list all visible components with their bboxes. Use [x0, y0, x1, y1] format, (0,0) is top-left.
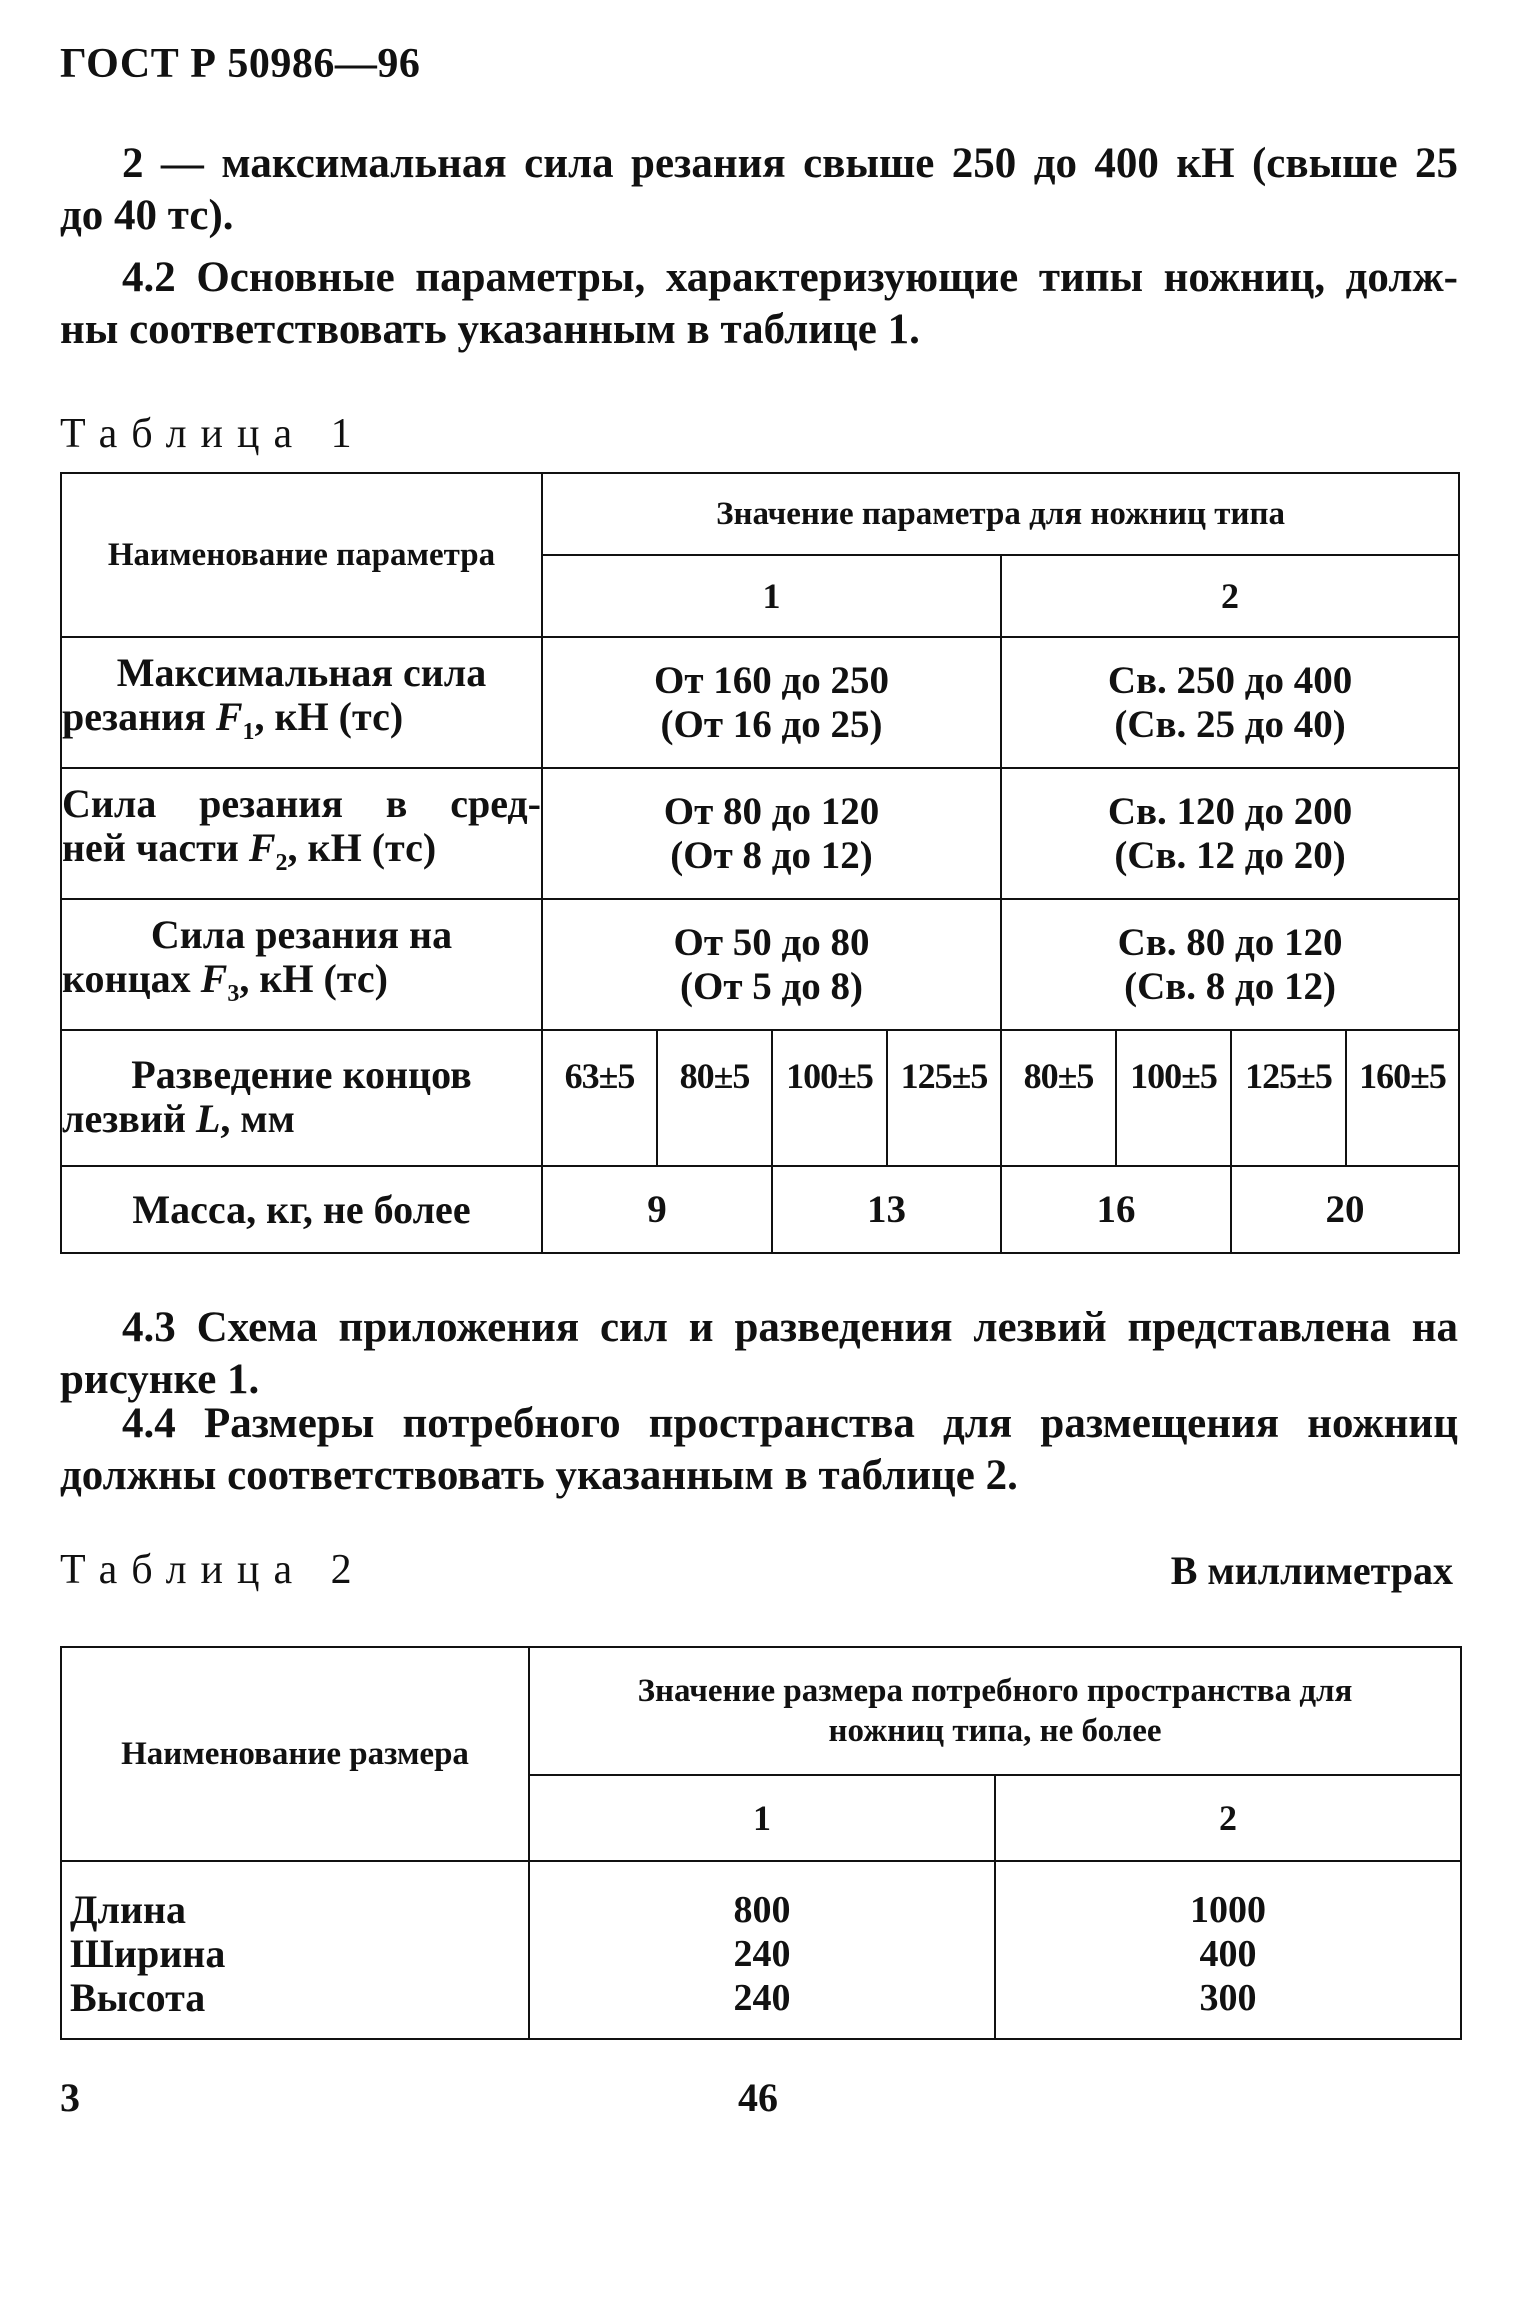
table2-caption: Таблица 2	[60, 1547, 366, 1593]
type2-value: Св. 80 до 120 (Св. 8 до 12)	[1001, 899, 1459, 1030]
spread-value: 80±5	[1001, 1030, 1116, 1166]
table1-row-mass	[61, 1166, 1459, 1253]
table1-row-end-force	[61, 899, 1459, 1030]
type1-dimensions: 800 240 240	[529, 1861, 995, 2039]
table1-type2-header: 2	[1001, 555, 1459, 637]
type1-value: От 50 до 80 (От 5 до 8)	[542, 899, 1001, 1030]
mass-value: 20	[1231, 1166, 1459, 1253]
row-name: Максимальная сила резания $F_1$, кН (тс)	[61, 637, 542, 768]
table2-value-header: Значение размера потребного пространства для ножниц типа, не более	[529, 1647, 1461, 1775]
type1-value: От 160 до 250 (От 16 до 25)	[542, 637, 1001, 768]
paragraph-4-4	[60, 1398, 1458, 1502]
p43-line-1: 4.3 Схема приложения сил и разведения лезвий представлена на	[122, 1304, 1458, 1351]
intro-line-2: до 40 тс).	[60, 192, 234, 239]
spread-value: 63±5	[542, 1030, 657, 1166]
spread-value: 100±5	[1116, 1030, 1231, 1166]
row-name: Сила резания на концах $F_3$, кН (тс)	[61, 899, 542, 1030]
table2-type1-header: 1	[529, 1775, 995, 1861]
table1-caption: Таблица 1	[60, 411, 366, 457]
mass-value: 9	[542, 1166, 772, 1253]
intro-line-1: 2 — максимальная сила резания свыше 250 до 400 кН (свыше 25	[122, 140, 1458, 187]
row-name: Сила резания в сред- ней части $F_2$, кН (тс)	[61, 768, 542, 899]
spread-value: 100±5	[772, 1030, 887, 1166]
intro-paragraph	[60, 138, 1458, 242]
page-number: 46	[738, 2075, 778, 2120]
document-header: ГОСТ Р 50986—96	[60, 41, 421, 87]
table1-row-max-force	[61, 637, 1459, 768]
table1-param-header: Наименование параметра	[61, 473, 542, 637]
type1-value: От 80 до 120 (От 8 до 12)	[542, 768, 1001, 899]
p44-line-2: должны соответствовать указанным в таблице 2.	[60, 1452, 1018, 1499]
p42-line-2: ны соответствовать указанным в таблице 1.	[60, 306, 920, 353]
table-2	[60, 1646, 1462, 2040]
footer-left-number: 3	[60, 2075, 80, 2120]
table1-type1-header: 1	[542, 555, 1001, 637]
p43-line-2: рисунке 1.	[60, 1356, 260, 1403]
p44-line-1: 4.4 Размеры потребного пространства для размещения ножниц	[122, 1400, 1458, 1447]
spread-value: 125±5	[1231, 1030, 1346, 1166]
table2-units: В миллиметрах	[1170, 1548, 1453, 1593]
mass-value: 16	[1001, 1166, 1231, 1253]
table2-param-header: Наименование размера	[61, 1647, 529, 1861]
table1-row-blade-spread	[61, 1030, 1459, 1166]
paragraph-4-2	[60, 252, 1458, 356]
spread-value: 80±5	[657, 1030, 772, 1166]
p42-line-1: 4.2 Основные параметры, характеризующие типы ножниц, долж-	[122, 254, 1458, 301]
table-1	[60, 472, 1460, 1254]
table2-dimensions-row	[61, 1861, 1461, 2039]
table2-type2-header: 2	[995, 1775, 1461, 1861]
type2-value: Св. 250 до 400 (Св. 25 до 40)	[1001, 637, 1459, 768]
dimension-names: Длина Ширина Высота	[61, 1861, 529, 2039]
type2-value: Св. 120 до 200 (Св. 12 до 20)	[1001, 768, 1459, 899]
paragraph-4-3	[60, 1302, 1458, 1406]
row-name: Разведение концов лезвий L, мм	[61, 1030, 542, 1166]
type2-dimensions: 1000 400 300	[995, 1861, 1461, 2039]
row-name: Масса, кг, не более	[61, 1166, 542, 1253]
spread-value: 125±5	[887, 1030, 1001, 1166]
table1-value-header: Значение параметра для ножниц типа	[542, 473, 1459, 555]
table1-row-mid-force	[61, 768, 1459, 899]
spread-value: 160±5	[1346, 1030, 1459, 1166]
mass-value: 13	[772, 1166, 1001, 1253]
